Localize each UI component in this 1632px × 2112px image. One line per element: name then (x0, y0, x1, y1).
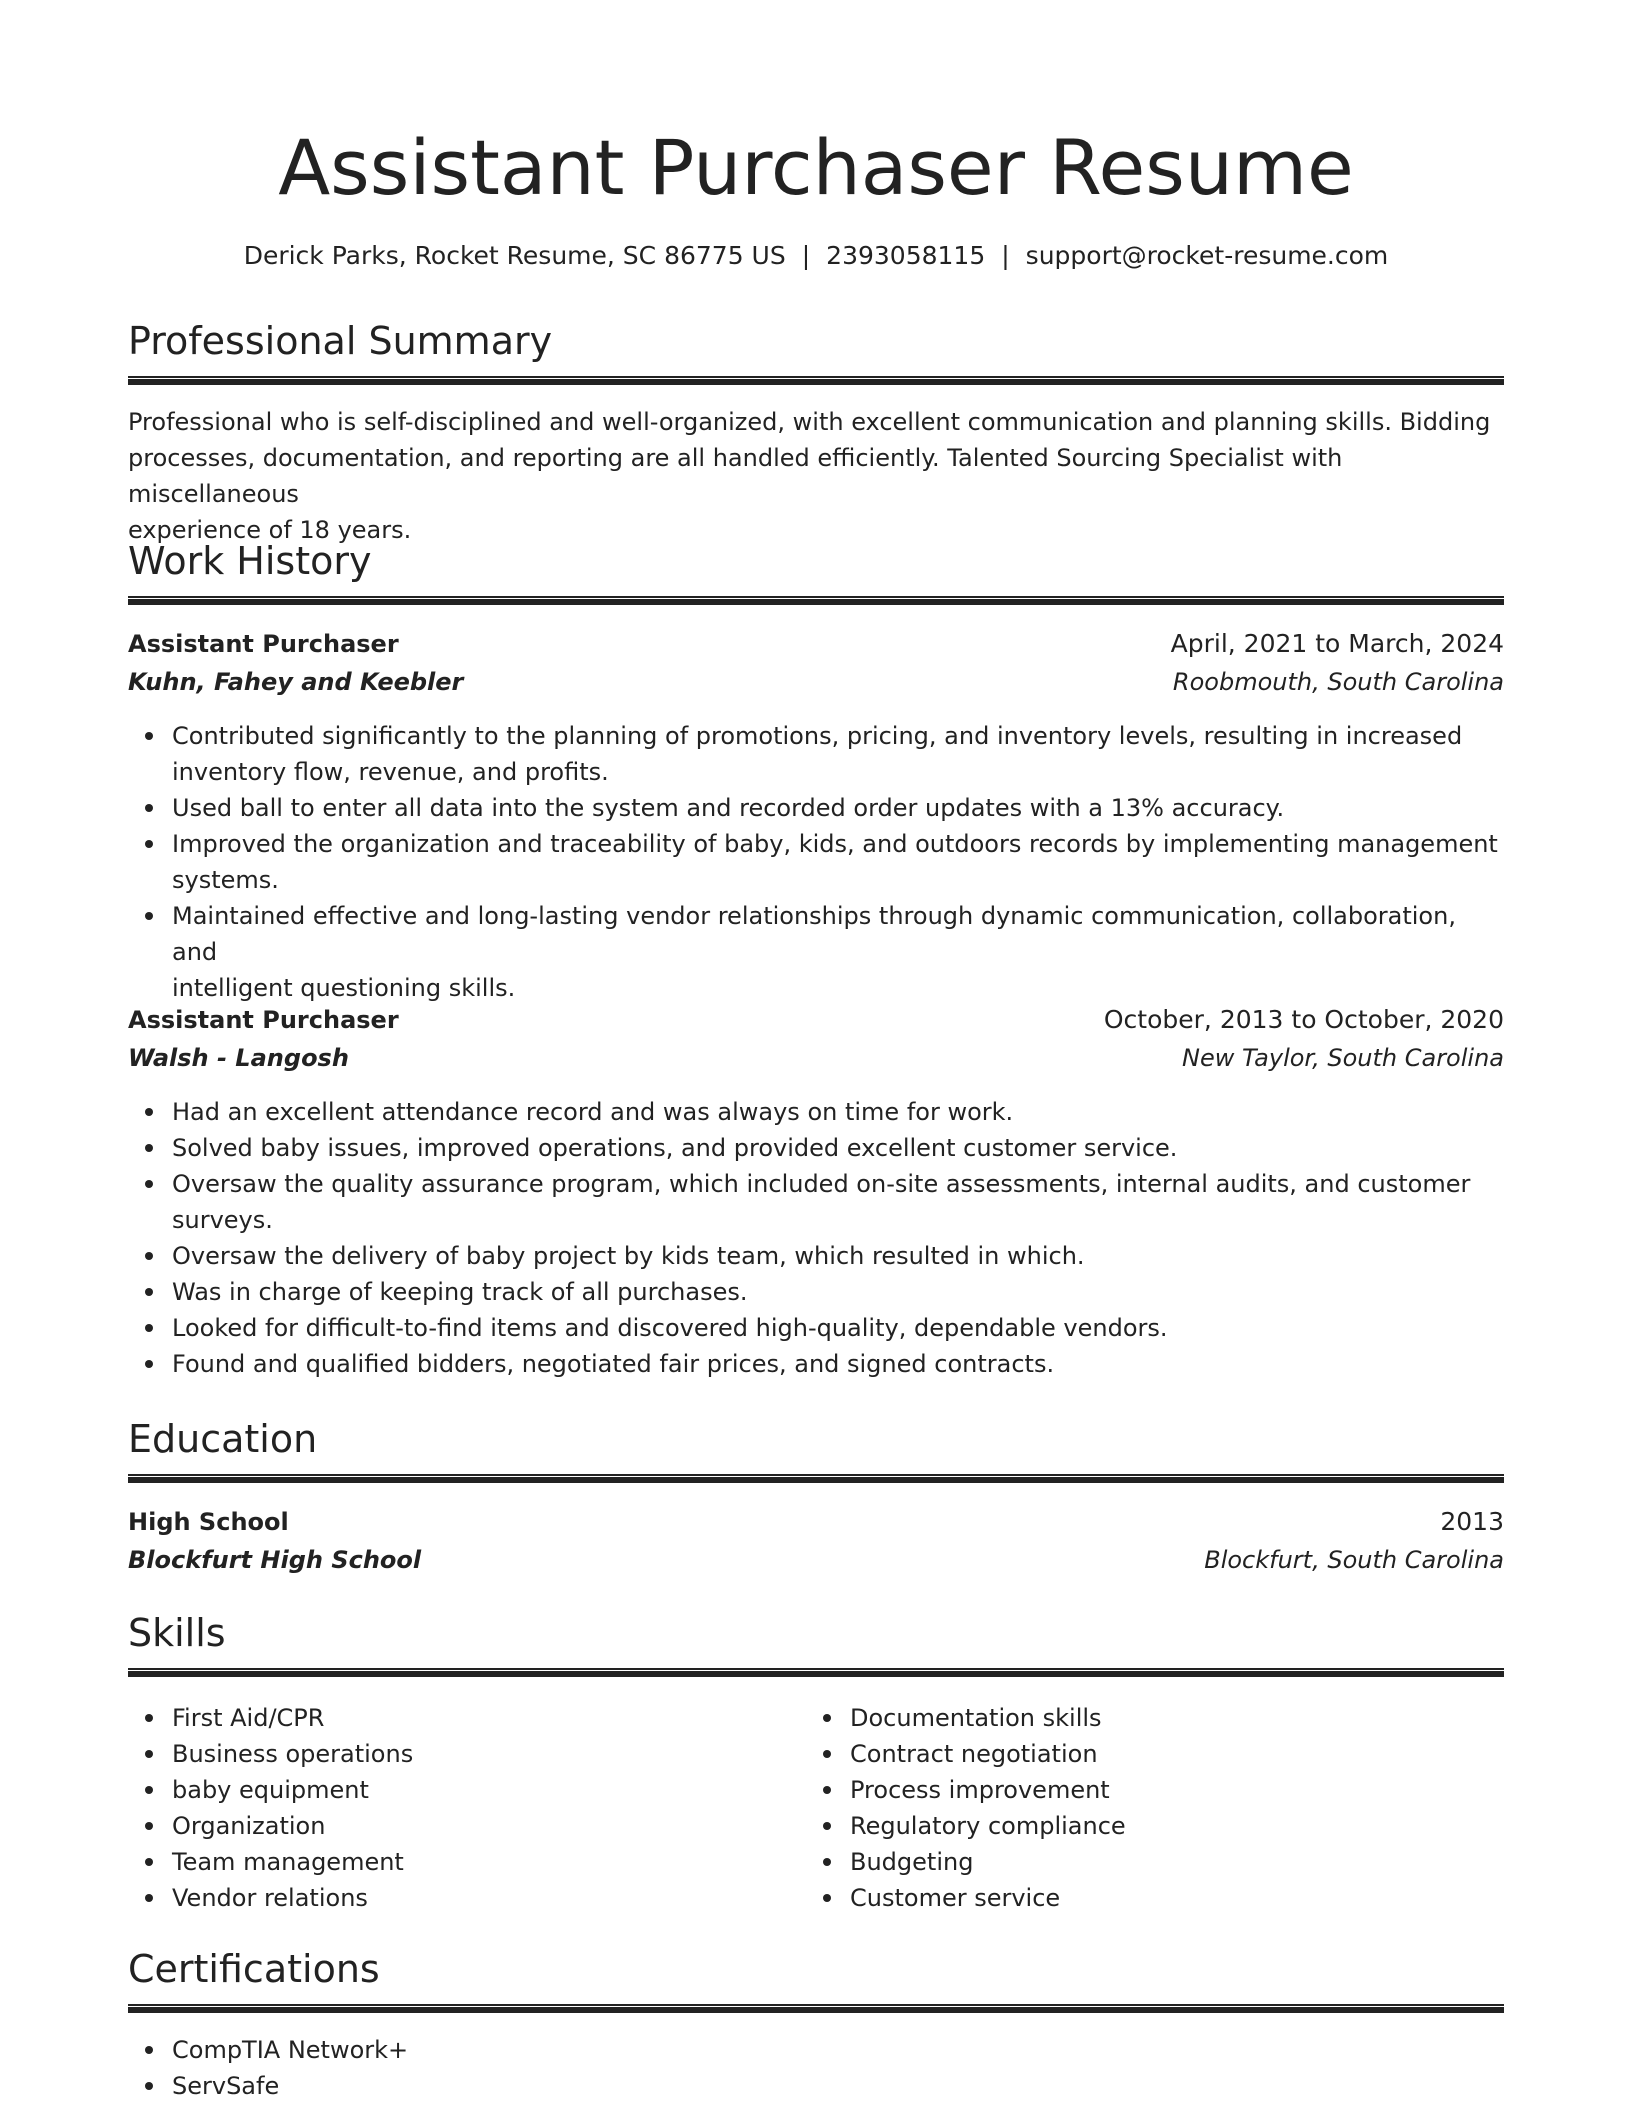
list-item: Team management (172, 1844, 788, 1880)
summary-section (128, 316, 1504, 366)
education-subheader (128, 1542, 1504, 1578)
bullet-line: Looked for difficult-to-find items and discovered high-quality, dependable vendors. (172, 1314, 1168, 1342)
job-location: Roobmouth, South Carolina (1172, 668, 1504, 696)
section-divider (128, 2004, 1504, 2013)
education-school: Blockfurt High School (128, 1546, 422, 1574)
list-item (172, 826, 1504, 898)
list-item (172, 1346, 1504, 1382)
section-heading: Education (128, 1417, 318, 1461)
list-item (172, 898, 1504, 1006)
contact-address: Derick Parks, Rocket Resume, SC 86775 US (243, 241, 786, 270)
job-company: Kuhn, Fahey and Keebler (128, 668, 464, 696)
work-section (128, 536, 1504, 586)
list-item: Documentation skills (850, 1700, 1466, 1736)
job-header (128, 626, 1504, 662)
list-item: Contract negotiation (850, 1736, 1466, 1772)
list-item: baby equipment (172, 1772, 788, 1808)
section-heading: Certifications (128, 1947, 380, 1991)
list-item: ServSafe (172, 2068, 1504, 2104)
education-section (128, 1414, 1504, 1464)
section-divider (128, 1668, 1504, 1677)
list-item (172, 1166, 1504, 1238)
summary-text (128, 404, 1504, 548)
bullet-line: Found and qualified bidders, negotiated fair prices, and signed contracts. (172, 1350, 1055, 1378)
summary-line: experience of 18 years. (128, 516, 412, 544)
section-heading: Skills (128, 1611, 226, 1655)
section-divider (128, 596, 1504, 605)
bullet-line: Had an excellent attendance record and was always on time for work. (172, 1098, 1014, 1126)
bullet-line: Contributed significantly to the planning of promotions, pricing, and inventory levels, resulting in increased (172, 722, 1463, 750)
bullet-line: Oversaw the delivery of baby project by kids team, which resulted in which. (172, 1242, 1085, 1270)
list-item (172, 1130, 1504, 1166)
summary-line: processes, documentation, and reporting are all handled efficiently. Talented Sourcing Specialist with miscellaneous (128, 444, 1343, 508)
list-item: Business operations (172, 1736, 788, 1772)
section-divider (128, 376, 1504, 385)
bullet-line: systems. (172, 866, 279, 894)
education-location: Blockfurt, South Carolina (1204, 1546, 1504, 1574)
list-item: Customer service (850, 1880, 1466, 1916)
education-degree: High School (128, 1508, 289, 1536)
job-bullets (128, 718, 1504, 1006)
bullet-line: surveys. (172, 1206, 273, 1234)
list-item (172, 1274, 1504, 1310)
certifications-section (128, 1944, 1504, 1994)
contact-line (128, 238, 1504, 274)
list-item: CompTIA Network+ (172, 2032, 1504, 2068)
list-item (172, 1094, 1504, 1130)
list-item: Regulatory compliance (850, 1808, 1466, 1844)
skills-list-left (128, 1700, 788, 1916)
job-company: Walsh - Langosh (128, 1044, 349, 1072)
list-item: Process improvement (850, 1772, 1466, 1808)
list-item: Budgeting (850, 1844, 1466, 1880)
job-header (128, 1002, 1504, 1038)
section-heading: Work History (128, 539, 372, 583)
summary-line: Professional who is self-disciplined and well-organized, with excellent communication and planning skills. Bidding (128, 408, 1491, 436)
list-item: Vendor relations (172, 1880, 788, 1916)
job-subheader (128, 1040, 1504, 1076)
bullet-line: intelligent questioning skills. (172, 974, 516, 1002)
certifications-list (128, 2032, 1504, 2104)
job-dates: October, 2013 to October, 2020 (1103, 1005, 1504, 1034)
list-item (172, 790, 1504, 826)
contact-phone: 2393058115 (826, 241, 986, 270)
job-title: Assistant Purchaser (128, 630, 399, 658)
section-divider (128, 1474, 1504, 1483)
section-heading: Professional Summary (128, 319, 553, 363)
list-item (172, 1310, 1504, 1346)
skills-list-right (806, 1700, 1466, 1916)
bullet-line: Improved the organization and traceability of baby, kids, and outdoors records by implementing management (172, 830, 1498, 858)
job-dates: April, 2021 to March, 2024 (1170, 629, 1504, 658)
list-item: Organization (172, 1808, 788, 1844)
resume-title: Assistant Purchaser Resume (278, 123, 1354, 212)
job-bullets (128, 1094, 1504, 1382)
contact-separator: | (801, 241, 811, 270)
job-title: Assistant Purchaser (128, 1006, 399, 1034)
bullet-line: inventory flow, revenue, and profits. (172, 758, 609, 786)
bullet-line: Was in charge of keeping track of all purchases. (172, 1278, 748, 1306)
list-item: First Aid/CPR (172, 1700, 788, 1736)
contact-separator: | (1001, 241, 1010, 270)
list-item (172, 718, 1504, 790)
skills-section (128, 1608, 1504, 1658)
education-year: 2013 (1440, 1507, 1504, 1536)
bullet-line: Solved baby issues, improved operations, and provided excellent customer service. (172, 1134, 1178, 1162)
bullet-line: Used ball to enter all data into the system and recorded order updates with a 13% accuracy. (172, 794, 1285, 822)
bullet-line: Oversaw the quality assurance program, which included on-site assessments, internal audits, and customer (172, 1170, 1471, 1198)
education-header (128, 1504, 1504, 1540)
contact-email: support@rocket-resume.com (1025, 241, 1389, 270)
job-subheader (128, 664, 1504, 700)
bullet-line: Maintained effective and long-lasting vendor relationships through dynamic communication, collaboration, and (172, 902, 1456, 966)
job-location: New Taylor, South Carolina (1182, 1044, 1504, 1072)
list-item (172, 1238, 1504, 1274)
